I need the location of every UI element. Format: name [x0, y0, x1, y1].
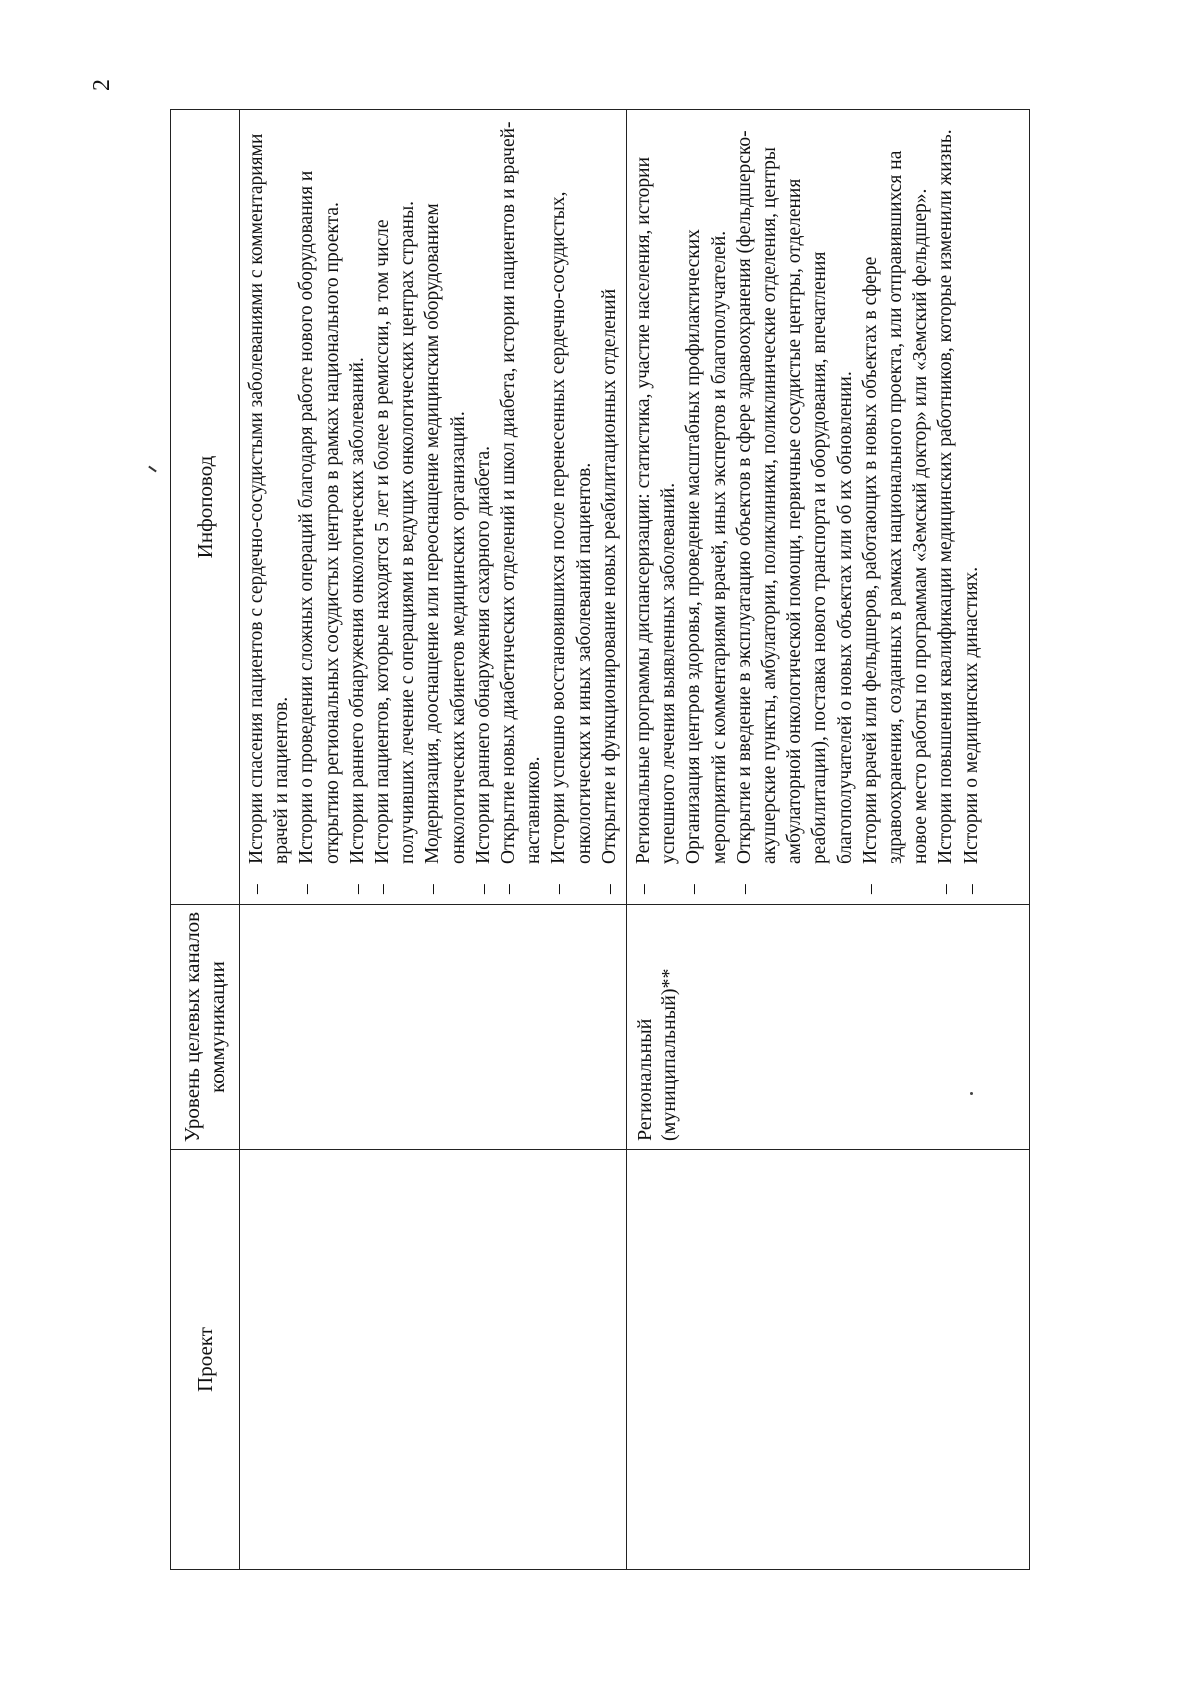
- list-item: – Организация центров здоровья, проведение масштабных профилактических мероприятий с комментариями врачей, иных экспертов и благополучателей.: [681, 116, 731, 864]
- list-item: – Открытие новых диабетических отделений и школ диабета, истории пациентов и врачей-наставников.: [496, 116, 546, 864]
- project-text: [627, 1150, 633, 1569]
- project-cell: [240, 1150, 627, 1570]
- level-cell: [627, 905, 1030, 1150]
- info-cell: [240, 110, 627, 905]
- header-row: [171, 110, 240, 1570]
- header-info: Инфоповод: [171, 110, 240, 905]
- scan-mark: [148, 466, 157, 473]
- table-frame: [170, 110, 1030, 1570]
- table-row: [627, 110, 1030, 1570]
- list-item: – Открытие и введение в эксплуатацию объектов в сфере здравоохранения (фельдшерско-акушерские пункты, амбулатории, поликлиники, поликлинические отделения, центры амбулаторной онкологической помощи, первичные сосудистые центры, отделения реабилитации), поставка нового транспорта и оборудования, впечатления благополучателей о новых объектах или об их обновлении.: [732, 116, 858, 864]
- list-item: – Региональные программы диспансеризации: статистика, участие населения, истории успешного лечения выявленных заболеваний.: [631, 116, 681, 864]
- info-list: [627, 110, 988, 904]
- list-item: – Истории раннего обнаружения сахарного диабета.: [471, 116, 496, 864]
- communication-table: [170, 109, 1030, 1570]
- level-cell: [240, 905, 627, 1150]
- list-item: – Открытие и функционирование новых реабилитационных отделений: [597, 116, 622, 864]
- list-item: – Истории успешно восстановившихся после перенесенных сердечно-сосудистых, онкологических и иных заболеваний пациентов.: [546, 116, 596, 864]
- list-item: – Истории о проведении сложных операций благодаря работе нового оборудования и открытию региональных сосудистых центров в рамках национального проекта.: [294, 116, 344, 864]
- info-list: [240, 110, 626, 904]
- project-cell: [627, 1150, 1030, 1570]
- list-item: – Истории о медицинских династиях.: [959, 116, 984, 864]
- list-item: – Истории повышения квалификации медицинских работников, которые изменили жизнь.: [933, 116, 958, 864]
- project-text: [240, 1150, 246, 1569]
- level-text: [240, 905, 246, 1149]
- list-item: – Истории пациентов, которые находятся 5 лет и более в ремиссии, в том числе получивших лечение с операциями в ведущих онкологических центрах страны.: [370, 116, 420, 864]
- list-item: – Модернизация, дооснащение или переоснащение медицинским оборудованием онкологических кабинетов медицинских организаций.: [420, 116, 470, 864]
- list-item: – Истории спасения пациентов с сердечно-сосудистыми заболеваниями с комментариями врачей и пациентов.: [244, 116, 294, 864]
- header-project: Проект: [171, 1150, 240, 1570]
- header-level: Уровень целевых каналов коммуникации: [171, 905, 240, 1150]
- table-row: [240, 110, 627, 1570]
- list-item: – Истории раннего обнаружения онкологических заболеваний.: [345, 116, 370, 864]
- info-cell: [627, 110, 1030, 905]
- page-number: 2: [89, 79, 115, 91]
- level-text: Региональный (муниципальный)**: [634, 968, 681, 1141]
- list-item: – Истории врачей или фельдшеров, работающих в новых объектах в сфере здравоохранения, созданных в рамках национального проекта, или отправившихся на новое место работы по программам «Земский доктор» или «Земский фельдшер».: [858, 116, 934, 864]
